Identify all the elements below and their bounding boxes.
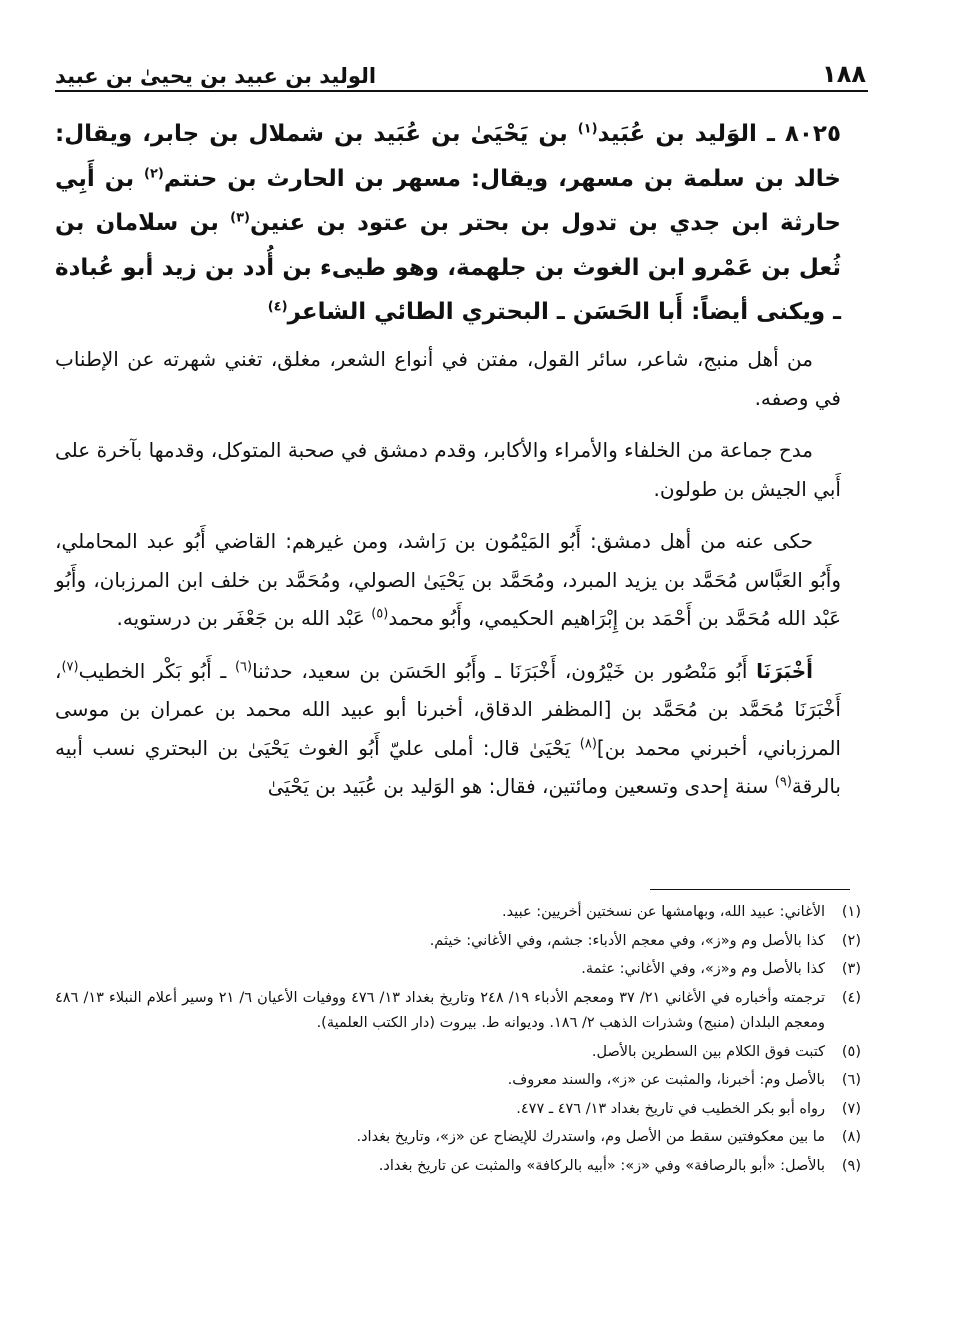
isnad-text-c: ، أَخْبَرَنَا مُحَمَّد بن مُحَمَّد بن [المظفر الدقاق، أخبرنا أبو عبيد الله محمد بن عمران بن موسى المرزباني، أخبرني محمد بن] <box>55 658 841 760</box>
footnote-number: (٤) <box>841 989 861 1006</box>
header-rule <box>55 90 868 92</box>
entry-text-2: بن أَبِي حارثة ابن جدي بن تدول بن بحتر بن عتود بن عنين <box>55 165 842 236</box>
paragraph-praise: مدح جماعة من الخلفاء والأمراء والأكابر، وقدم دمشق في صحبة المتوكل، وقدمها بآخرة على أَبي الجيش بن طولون. <box>55 438 841 501</box>
footnote-item <box>55 929 861 955</box>
paragraph-narrators-text-a: حكى عنه من أهل دمشق: أَبُو المَيْمُون بن رَاشد، ومن غيرهم: القاضي أَبُو عبد المحاملي، وأَبُو العَبَّاس مُحَمَّد بن يزيد المبرد، ومُحَمَّد بن يَحْيَىٰ الصولي، ومُحَمَّد بن خلف ابن المرزبان، وأَبُو عَبْد الله مُحَمَّد بن أَحْمَد بن إِبْرَاهيم الحكيمي، وأَبُو محمد <box>55 529 841 630</box>
footnote-number: (٧) <box>841 1100 861 1117</box>
footnote-item <box>55 1154 861 1180</box>
isnad-text-d: يَحْيَىٰ قال: أملى عليّ أَبُو الغوث يَحْيَىٰ بن البحتري نسب أبيه بالرقة <box>55 735 841 798</box>
paragraph-origin: من أهل منبج، شاعر، سائر القول، مفتن في أنواع الشعر، مغلق، تغني شهرته عن الإطناب في وصفه. <box>55 347 841 410</box>
entry-text-3: بن سلامان بن ثُعل بن عَمْرو ابن الغوث بن جلهمة، وهو طيىء بن أُدد بن زيد أبو عُبادة ـ ويكنى أيضاً: أَبا الحَسَن ـ البحتري الطائي الشاعر <box>55 210 841 325</box>
isnad-text-a: أَبُو مَنْصُور بن خَيْرُون، أَخْبَرَنَا ـ وأَبُو الحَسَن بن سعيد، حدثنا <box>252 658 757 683</box>
footnotes <box>55 900 861 1182</box>
footnote-ref-2: (٢) <box>144 165 164 181</box>
footnote-text: بالأصل: «أبو بالرصافة» وفي «ز»: «أبيه بالركافة» والمثبت عن تاريخ بغداد. <box>378 1157 825 1174</box>
footnote-number: (٣) <box>841 961 861 977</box>
footnote-text: الأغاني: عبيد الله، وبهامشها عن نسختين أخريين: عبيد. <box>502 904 825 920</box>
footnote-text: بالأصل وم: أخبرنا، والمثبت عن «ز»، والسند معروف. <box>507 1072 825 1088</box>
running-title: الوليد بن عبيد بن يحيىٰ بن عبيد <box>55 64 377 88</box>
page-header <box>55 52 866 88</box>
footnote-number: (٢) <box>841 932 861 949</box>
footnote-ref-8: (٨) <box>579 735 597 751</box>
footnote-text: رواه أبو بكر الخطيب في تاريخ بغداد ١٣/ ٤٧٦ ـ ٤٧٧. <box>516 1100 825 1117</box>
footnote-text: كذا بالأصل وم و«ز»، وفي معجم الأدباء: جشم، وفي الأغاني: خيثم. <box>429 932 825 949</box>
footnote-number: (٨) <box>841 1129 861 1145</box>
entry-heading <box>55 112 841 335</box>
entry-text-1: بن يَحْيَىٰ بن عُبَيد بن شملال بن جابر، ويقال: خالد بن سلمة بن مسهر، ويقال: مسهر بن الحارث بن حنتم <box>55 121 841 192</box>
footnote-text: ترجمته وأخباره في الأغاني ٢١/ ٣٧ ومعجم الأدباء ١٩/ ٢٤٨ وتاريخ بغداد ١٣/ ٤٧٦ ووفيات الأعيان ٦/ ٢١ وسير أعلام النبلاء ١٣/ ٤٨٦ ومعجم البلدان (منبج) وشذرات الذهب ٢/ ١٨٦. وديوانه ط. بيروت (دار الكتب العلمية). <box>55 989 826 1031</box>
isnad-text-b: ـ أَبُو بَكْر الخطيب <box>78 658 235 683</box>
body-text <box>55 340 841 820</box>
paragraph-narrators <box>55 522 841 638</box>
isnad-text-e: سنة إحدى وتسعين ومائتين، فقال: هو الوَليد بن عُبَيد بن يَحْيَىٰ <box>267 774 775 798</box>
footnote-ref-4: (٤) <box>267 299 288 315</box>
paragraph-narrators-text-b: عَبْد الله بن جَعْفَر بن درستويه. <box>116 606 372 630</box>
footnote-item <box>55 1097 861 1123</box>
footnote-item <box>55 1040 861 1066</box>
footnote-item <box>55 1068 861 1094</box>
footnote-separator <box>650 889 850 890</box>
footnote-number: (٦) <box>841 1072 861 1088</box>
footnote-item <box>55 957 861 983</box>
footnote-ref-7: (٧) <box>61 658 79 674</box>
footnote-ref-1: (١) <box>577 121 598 137</box>
entry-number-name: ٨٠٢٥ ـ الوَليد بن عُبَيد <box>597 121 841 147</box>
footnote-text: ما بين معكوفتين سقط من الأصل وم، واستدرك للإيضاح عن «ز»، وتاريخ بغداد. <box>356 1129 825 1145</box>
footnote-number: (٥) <box>841 1043 861 1060</box>
footnote-ref-3: (٣) <box>230 210 250 226</box>
footnote-text: كتبت فوق الكلام بين السطرين بالأصل. <box>591 1043 825 1060</box>
footnote-item <box>55 986 861 1037</box>
footnote-ref-5: (٥) <box>371 606 389 622</box>
footnote-number: (٩) <box>841 1157 861 1174</box>
footnote-number: (١) <box>841 904 861 920</box>
isnad-lead-word: أَخْبَرَنَا <box>756 658 813 683</box>
page-number: ١٨٨ <box>822 60 866 88</box>
footnote-text: كذا بالأصل وم و«ز»، وفي الأغاني: عثمة. <box>581 961 825 977</box>
footnote-ref-9: (٩) <box>774 774 792 790</box>
paragraph-isnad <box>55 652 841 806</box>
footnote-item <box>55 900 861 926</box>
footnote-ref-6: (٦) <box>234 658 253 674</box>
footnote-item <box>55 1125 861 1151</box>
